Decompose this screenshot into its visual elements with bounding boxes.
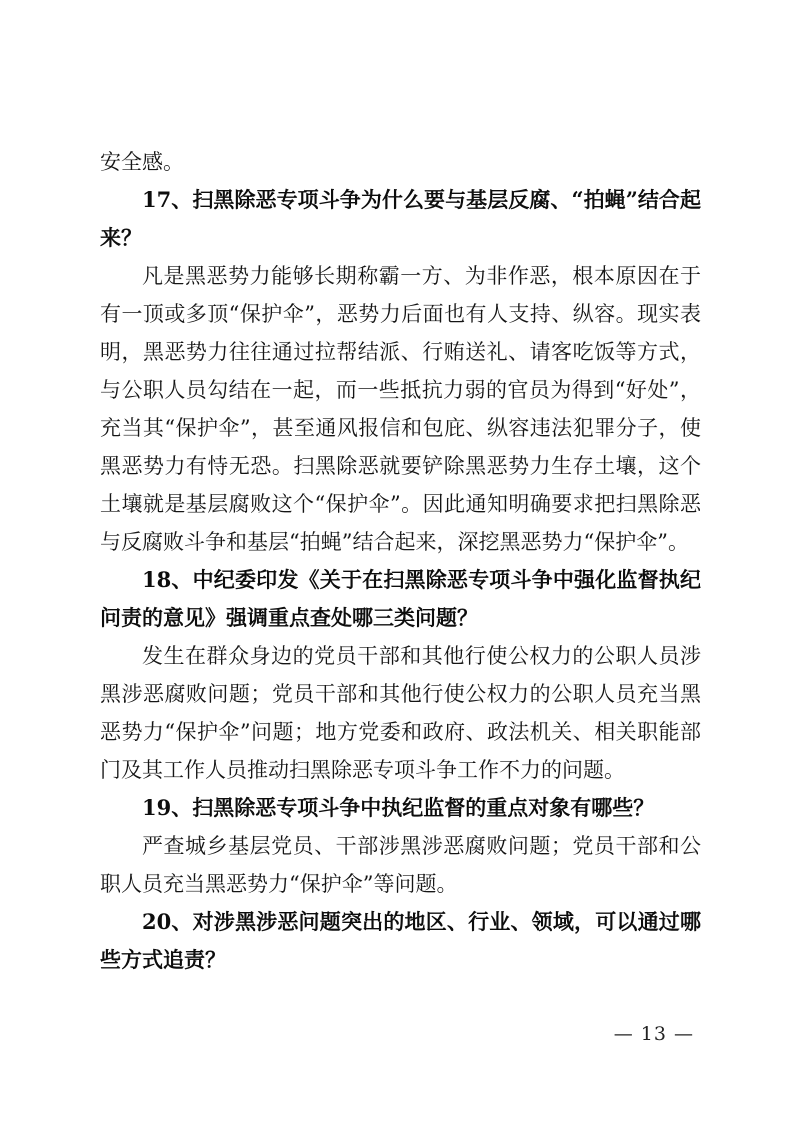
page-number: — 13 — bbox=[613, 1023, 694, 1045]
question-20-heading: 20、对涉黑涉恶问题突出的地区、行业、领域，可以通过哪些方式追责？ bbox=[100, 909, 701, 972]
paragraph-continuation: 安全感。 bbox=[100, 150, 184, 174]
question-19-answer: 严查城乡基层党员、干部涉黑涉恶腐败问题；党员干部和公职人员充当黑恶势力“保护伞”等问题。 bbox=[100, 834, 701, 896]
document-content bbox=[100, 143, 701, 979]
question-17-heading: 17、扫黑除恶专项斗争为什么要与基层反腐、“拍蝇”结合起来？ bbox=[100, 187, 701, 250]
question-18-heading: 18、中纪委印发《关于在扫黑除恶专项斗争中强化监督执纪问责的意见》强调重点查处哪三类问题？ bbox=[100, 567, 701, 630]
question-17-answer: 凡是黑恶势力能够长期称霸一方、为非作恶，根本原因在于有一顶或多顶“保护伞”，恶势力后面也有人支持、纵容。现实表明，黑恶势力往往通过拉帮结派、行贿送礼、请客吃饭等方式，与公职人员勾结在一起，而一些抵抗力弱的官员为得到“好处”，充当其“保护伞”，甚至通风报信和包庇、纵容违法犯罪分子，使黑恶势力有恃无恐。扫黑除恶就要铲除黑恶势力生存土壤，这个土壤就是基层腐败这个“保护伞”。因此通知明确要求把扫黑除恶与反腐败斗争和基层“拍蝇”结合起来，深挖黑恶势力“保护伞”。 bbox=[100, 264, 701, 554]
question-18-answer: 发生在群众身边的党员干部和其他行使公权力的公职人员涉黑涉恶腐败问题；党员干部和其他行使公权力的公职人员充当黑恶势力“保护伞”问题；地方党委和政府、政法机关、相关职能部门及其工作人员推动扫黑除恶专项斗争工作不力的问题。 bbox=[100, 644, 701, 782]
question-19-heading: 19、扫黑除恶专项斗争中执纪监督的重点对象有哪些？ bbox=[142, 795, 655, 820]
